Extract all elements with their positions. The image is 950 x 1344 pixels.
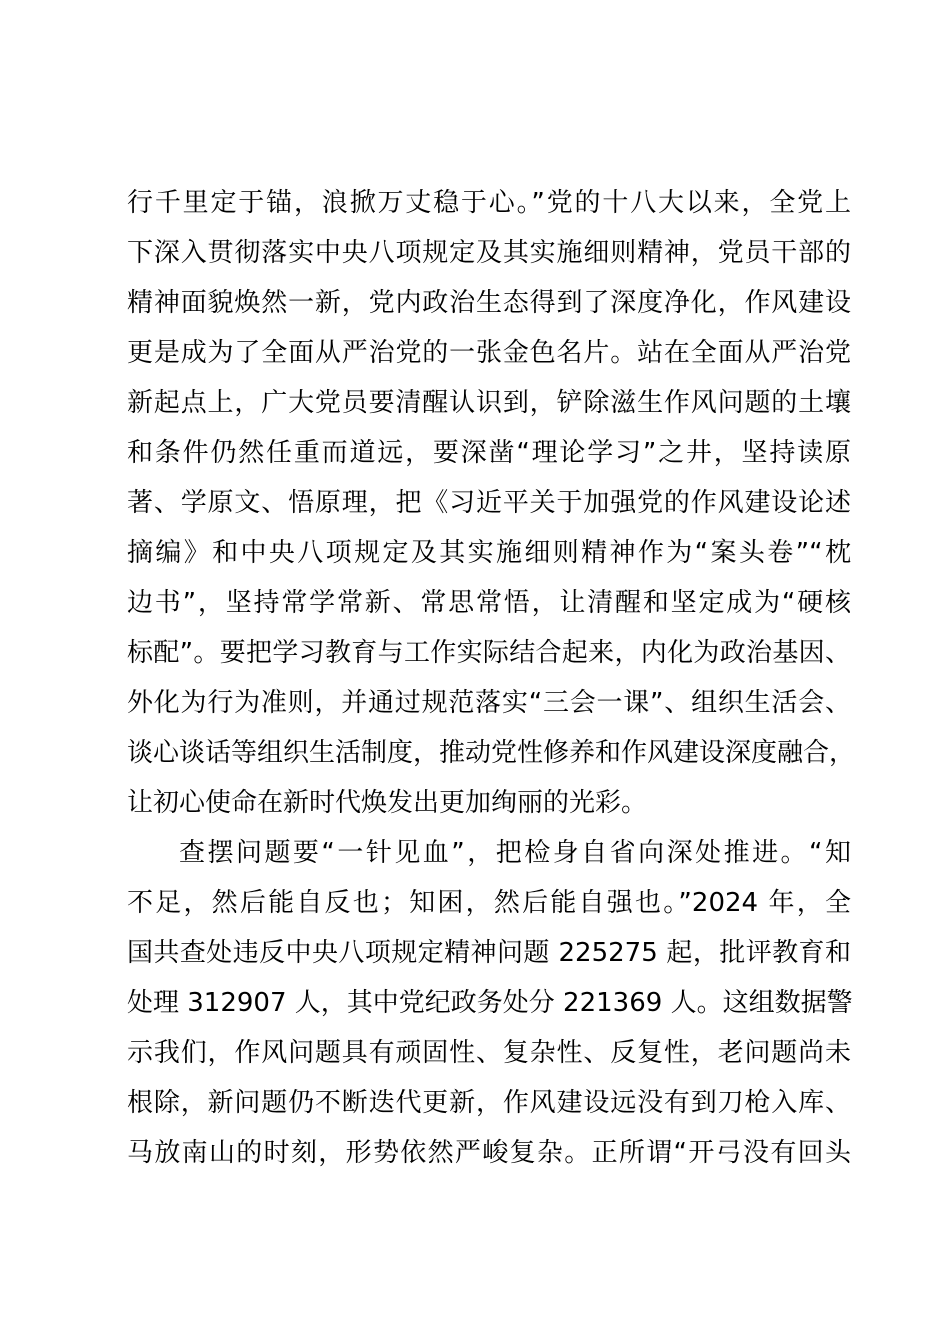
text-line: 边书”，坚持常学常新、常思常悟，让清醒和坚定成为“硬核 (127, 588, 851, 618)
text-line: 下深入贯彻落实中央八项规定及其实施细则精神，党员干部的 (127, 238, 851, 268)
text-line: 根除，新问题仍不断迭代更新，作风建设远没有到刀枪入库、 (127, 1088, 851, 1118)
text-line: 处理 312907 人，其中党纪政务处分 221369 人。这组数据警 (127, 988, 853, 1018)
text-line: 标配”。要把学习教育与工作实际结合起来，内化为政治基因、 (127, 638, 851, 668)
text-line: 精神面貌焕然一新，党内政治生态得到了深度净化，作风建设 (127, 288, 851, 318)
text-line: 国共查处违反中央八项规定精神问题 225275 起，批评教育和 (127, 938, 851, 968)
text-line: 让初心使命在新时代焕发出更加绚丽的光彩。 (127, 788, 648, 818)
text-line: 和条件仍然任重而道远，要深凿“理论学习”之井，坚持读原 (127, 438, 851, 468)
text-line: 马放南山的时刻，形势依然严峻复杂。正所谓“开弓没有回头 (127, 1138, 851, 1168)
text-line: 著、学原文、悟原理，把《习近平关于加强党的作风建设论述 (127, 488, 851, 518)
text-line: 谈心谈话等组织生活制度，推动党性修养和作风建设深度融合， (127, 738, 856, 768)
text-line: 行千里定于锚，浪掀万丈稳于心。”党的十八大以来，全党上 (127, 188, 851, 218)
text-line: 摘编》和中央八项规定及其实施细则精神作为“案头卷”“枕 (127, 538, 851, 568)
text-line: 新起点上，广大党员要清醒认识到，铲除滋生作风问题的土壤 (127, 388, 851, 418)
text-line: 查摆问题要“一针见血”，把检身自省向深处推进。“知 (179, 838, 851, 868)
text-line: 不足，然后能自反也；知困，然后能自强也。”2024 年，全 (127, 888, 851, 918)
text-line: 更是成为了全面从严治党的一张金色名片。站在全面从严治党 (127, 338, 851, 368)
text-line: 外化为行为准则，并通过规范落实“三会一课”、组织生活会、 (127, 688, 851, 718)
paragraph-2 (127, 828, 851, 1178)
paragraph-1 (127, 178, 856, 828)
body-text (127, 178, 856, 1178)
text-line: 示我们，作风问题具有顽固性、复杂性、反复性，老问题尚未 (127, 1038, 851, 1068)
